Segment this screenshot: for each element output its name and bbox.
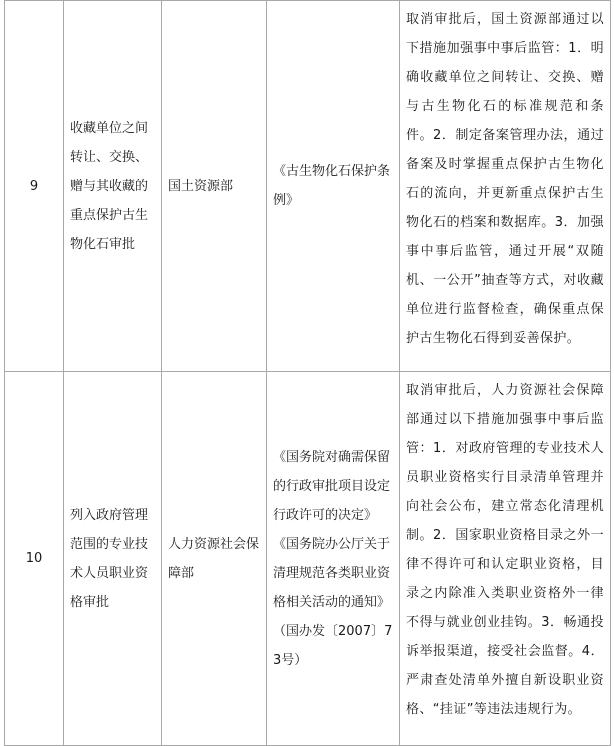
table-row <box>5 372 611 746</box>
supervision-measures: 取消审批后，人力资源社会保障部通过以下措施加强事中事后监管：1．对政府管理的专业技术人员职业资格实行目录清单管理并向社会公布，建立常态化清理机制。2．国家职业资格目录之外一律不得许可和认定职业资格，目录之内除准入类职业资格外一律不得与就业创业挂钩。3．畅通投诉举报渠道，接受社会监督。4．严肃查处清单外擅自新设职业资格、“挂证”等违法违规行为。 <box>400 372 611 746</box>
legal-basis-entry: 《国务院办公厅关于清理规范各类职业资格相关活动的通知》（国办发〔2007〕73号） <box>273 536 393 668</box>
legal-basis-entry: 《国务院对确需保留的行政审批项目设定行政许可的决定》 <box>273 449 391 523</box>
legal-basis <box>267 1 400 372</box>
row-number: 9 <box>5 1 64 372</box>
legal-basis-entry: 《古生物化石保护条例》 <box>273 164 391 208</box>
approval-item: 收藏单位之间转让、交换、赠与其收藏的重点保护古生物化石审批 <box>64 1 162 372</box>
department: 国土资源部 <box>162 1 267 372</box>
regulation-table <box>4 0 611 746</box>
approval-item: 列入政府管理范围的专业技术人员职业资格审批 <box>64 372 162 746</box>
legal-basis <box>267 372 400 746</box>
row-number: 10 <box>5 372 64 746</box>
department: 人力资源社会保障部 <box>162 372 267 746</box>
supervision-measures: 取消审批后，国土资源部通过以下措施加强事中事后监管：1．明确收藏单位之间转让、交换、赠与古生物化石的标准规范和条件。2．制定备案管理办法，通过备案及时掌握重点保护古生物化石的流向，并更新重点保护古生物化石的档案和数据库。3．加强事中事后监管，通过开展“双随机、一公开”抽查等方式，对收藏单位进行监督检查，确保重点保护古生物化石得到妥善保护。 <box>400 1 611 372</box>
table-row <box>5 1 611 372</box>
